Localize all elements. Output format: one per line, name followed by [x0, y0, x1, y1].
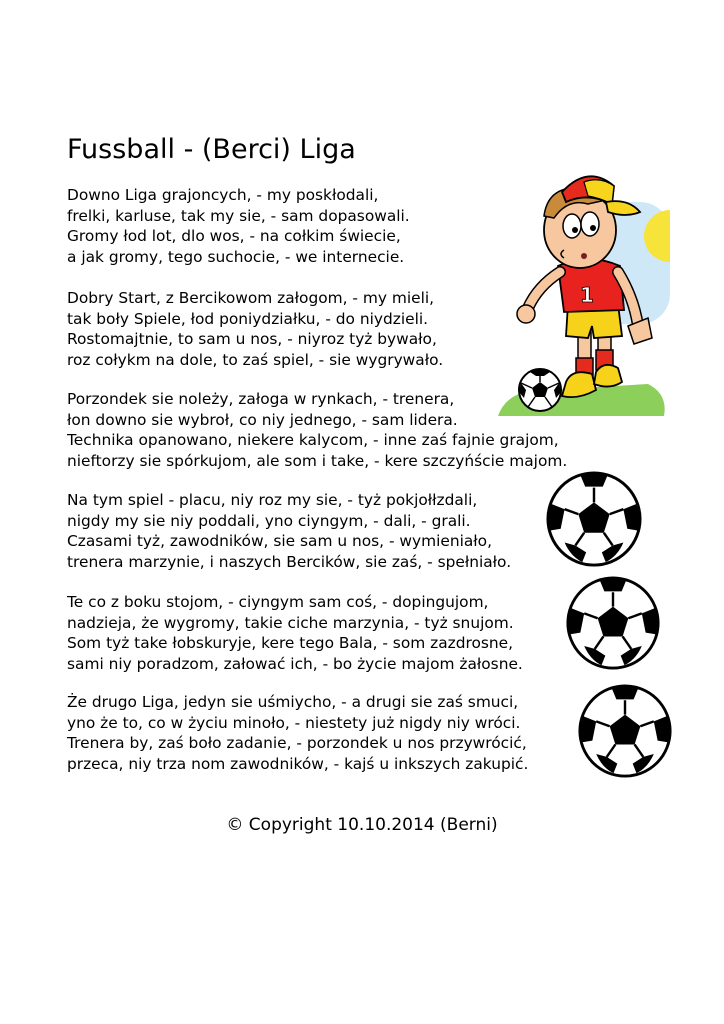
- poem-line: przeca, niy trza nom zawodników, - kajś u inkszych zakupić.: [67, 754, 529, 773]
- cartoon-soccer-player-icon: [488, 168, 670, 420]
- poem-line: trenera marzynie, i naszych Bercików, sie zaś, - spełniało.: [67, 552, 512, 571]
- soccer-ball-icon: [545, 470, 643, 568]
- poem-line: Downo Liga grajoncych, - my poskłodali,: [67, 186, 379, 204]
- poem-line: Na tym spiel - placu, niy roz my sie, - tyż pokjołłzdali,: [67, 491, 478, 509]
- poem-line: Gromy łod lot, dlo wos, - na cołkim świecie,: [67, 227, 401, 246]
- poem-line: Trenera by, zaś boło zadanie, - porzondek u nos przywrócić,: [67, 734, 527, 753]
- soccer-ball-icon: [577, 683, 673, 779]
- stanza-6: [67, 692, 627, 774]
- poem-line: nigdy my sie niy poddali, yno ciyngym, - dali, - grali.: [67, 511, 471, 530]
- poem-line: tak boły Spiele, łod poniydziałku, - do niydzieli.: [67, 309, 429, 328]
- poem-line: roz cołykm na dole, to zaś spiel, - sie wygrywało.: [67, 350, 444, 369]
- stanza-4: [67, 490, 627, 572]
- soccer-ball-icon: [519, 369, 561, 411]
- poem-line: a jak gromy, tego suchocie, - we internecie.: [67, 247, 405, 266]
- jersey-number: 1: [580, 283, 594, 307]
- poem-line: łon downo sie wybroł, co niy jednego, - sam lidera.: [67, 410, 458, 429]
- poem-line: Że drugo Liga, jedyn sie uśmiycho, - a drugi sie zaś smuci,: [67, 693, 519, 711]
- soccer-ball-icon: [565, 575, 661, 671]
- poem-line: Technika opanowano, niekere kalycom, - inne zaś fajnie grajom,: [67, 431, 559, 450]
- poem-line: Czasami tyż, zawodników, sie sam u nos, - wymieniało,: [67, 532, 492, 551]
- poem-line: yno że to, co w życiu minoło, - niestety już nigdy niy wróci.: [67, 713, 521, 732]
- poem-line: Dobry Start, z Bercikowom załogom, - my mieli,: [67, 289, 435, 307]
- poem-line: Porzondek sie noleży, załoga w rynkach, - trenera,: [67, 390, 455, 408]
- poem-line: nieftorzy sie spórkujom, ale som i take, - kere szczyńście majom.: [67, 451, 568, 470]
- copyright-notice: © Copyright 10.10.2014 (Berni): [226, 815, 498, 835]
- poem-line: Som tyż take łobskuryje, kere tego Bala, - som zazdrosne,: [67, 634, 514, 653]
- poem-line: sami niy poradzom, załować ich, - bo życie majom żałosne.: [67, 654, 523, 673]
- stanza-5: [67, 592, 627, 674]
- poem-line: nadzieja, że wygromy, takie ciche marzynia, - tyż snujom.: [67, 613, 514, 632]
- poem-line: Te co z boku stojom, - ciyngym sam coś, - dopingujom,: [67, 593, 489, 611]
- poem-line: frelki, karluse, tak my sie, - sam dopasowali.: [67, 206, 410, 225]
- poem-line: Rostomajtnie, to sam u nos, - niyroz tyż bywało,: [67, 330, 437, 349]
- page-title: Fussball - (Berci) Liga: [67, 134, 356, 165]
